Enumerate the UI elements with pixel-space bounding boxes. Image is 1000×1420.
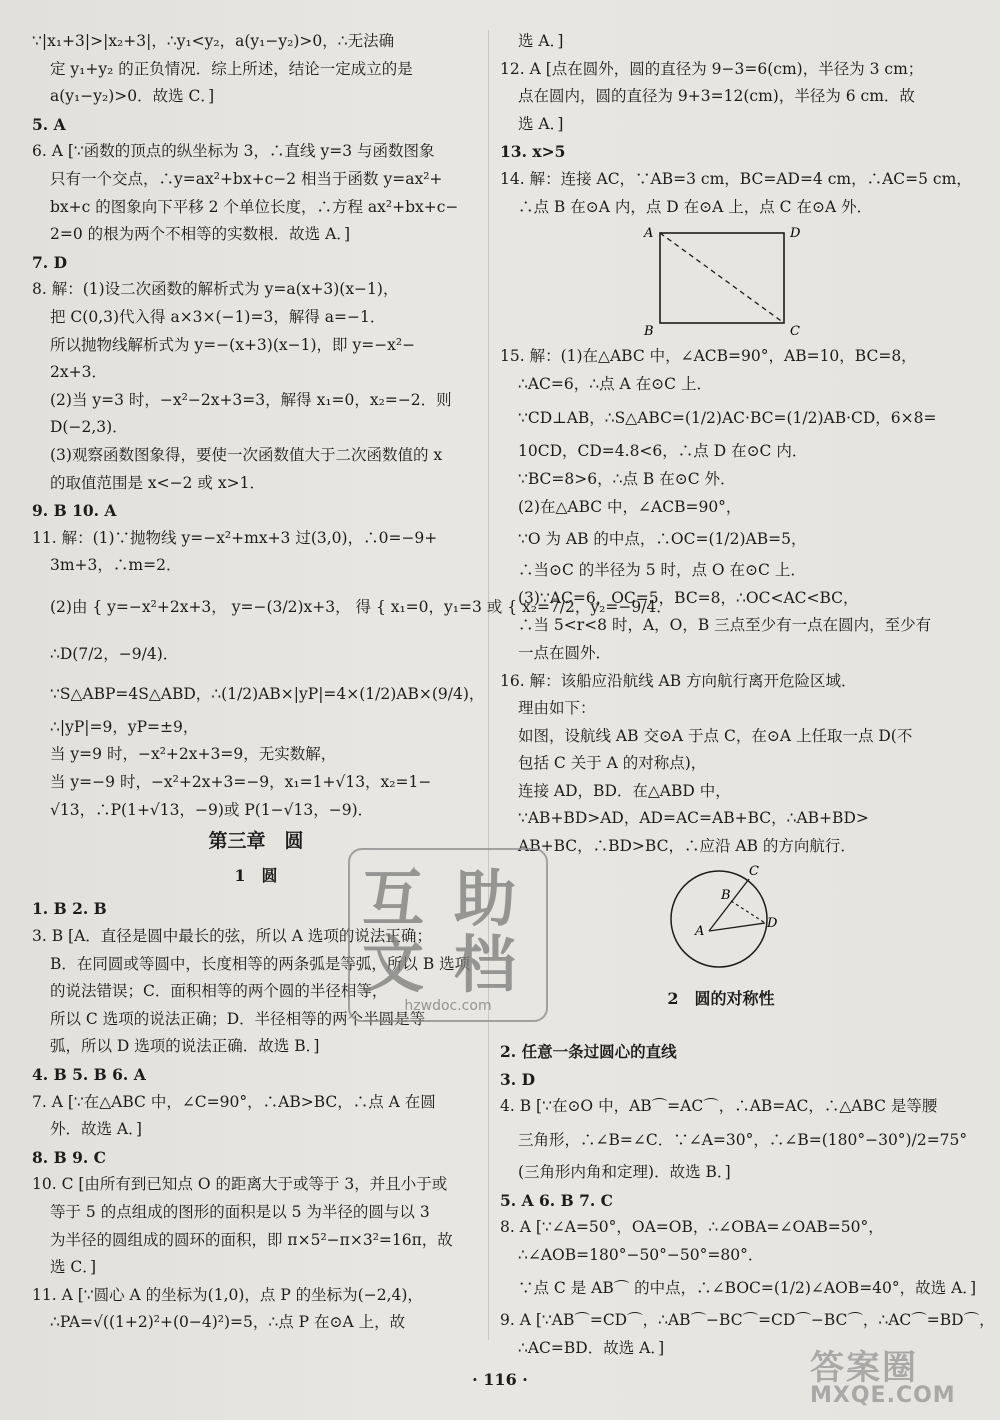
text-line: ∴|yP|=9，yP=±9， [50,717,199,736]
answer-line: 12. A [点在圆外，圆的直径为 9−3=6(cm)，半径为 3 cm； [500,59,924,78]
column-divider [488,30,489,1340]
text-line: 包括 C 关于 A 的对称点)， [518,754,707,773]
answer-line: 6. A [∵函数的顶点的纵坐标为 3，∴直线 y=3 与函数图象 [32,142,435,161]
answer-line: 15. 解：(1)在△ABC 中，∠ACB=90°，AB=10，BC=8， [500,347,917,366]
chapter-title: 第三章 圆 [208,830,304,853]
section-title: 1 圆 [234,865,278,885]
text-line: ∴当⊙C 的半径为 5 时，点 O 在⊙C 上． [518,561,806,580]
text-line: 理由如下： [518,699,596,718]
text-line: ∴AC=BD．故选 A．] [518,1339,665,1357]
answer-line: 14. 解：连接 AC，∵AB=3 cm，BC=AD=4 cm，∴AC=5 cm， [500,169,972,188]
text-line: 为半径的圆组成的圆环的面积，即 π×5²−π×3²=16π，故 [50,1230,453,1249]
answer-line: 8. B 9. C [32,1147,106,1167]
text-line: 外．故选 A．] [50,1120,142,1139]
text-line: 定 y₁+y₂ 的正负情况．综上所述，结论一定成立的是 [50,59,413,78]
segment-ac [709,879,749,931]
answer-line: 9. B 10. A [32,501,117,521]
watermark-url: MXQE.COM [810,1383,956,1408]
answer-line: 7. D [32,252,68,272]
text-line: 的取值范围是 x<−2 或 x>1． [50,473,265,492]
text-line: 选 A．] [518,32,564,50]
answer-line: 8. 解：(1)设二次函数的解析式为 y=a(x+3)(x−1)， [32,280,399,299]
text-line: ∴当 5<r<8 时，A，O，B 三点至少有一点在圆内，至少有 [518,616,932,635]
label-a: A [695,923,705,939]
label-d: D [767,915,778,931]
stamp-url: hzwdoc.com [404,998,492,1014]
text-line: ∵点 C 是 AB⌒ 的中点，∴∠BOC=(1/2)∠AOB=40°，故选 A．] [518,1279,977,1298]
text-line: B．在同圆或等圆中，长度相等的两条弧是等弧，所以 B 选项 [50,954,471,973]
text-line: 弧，所以 D 选项的说法正确．故选 B．] [50,1037,320,1056]
text-line: 点在圆内，圆的直径为 9+3=12(cm)，半径为 6 cm．故 [518,87,915,106]
text-line: (三角形内角和定理)．故选 B．] [518,1163,731,1182]
text-line: ∴点 B 在⊙A 内，点 D 在⊙A 上，点 C 在⊙A 外． [518,197,873,216]
circle-figure [661,863,781,973]
rectangle-figure [636,223,806,341]
text-line: (3)观察函数图象得，要使一次函数值大于二次函数值的 x [50,445,443,464]
text-line: 连接 AD，BD．在△ABD 中， [518,781,731,800]
answer-line: 9. A [∵AB⌒=CD⌒，∴AB⌒−BC⌒=CD⌒−BC⌒，∴AC⌒=BD⌒， [500,1311,995,1330]
label-c: C [790,324,800,340]
segment-ad [709,923,765,931]
label-b: B [644,324,654,340]
equation-system: (2)由 { y=−x²+2x+3， y=−(3/2)x+3， 得 { x₁=0，y₁=3 或 { x₂=7/2，y₂=−9/4． [50,597,672,616]
answer-line: 7. A [∵在△ABC 中，∠C=90°，∴AB>BC，∴点 A 在圆 [32,1092,436,1111]
text-line: 当 y=9 时，−x²+2x+3=9，无实数解， [50,745,337,764]
answer-line: 5. A [32,114,66,134]
page-number: · 116 · [472,1370,528,1389]
text-line: 等于 5 的点组成的图形的面积是以 5 为半径的圆与以 3 [50,1202,430,1221]
answer-line: 8. A [∵∠A=50°，OA=OB，∴∠OBA=∠OAB=50°， [500,1218,884,1237]
answer-line: 4. B [∵在⊙O 中，AB⌒=AC⌒，∴AB=AC，∴△ABC 是等腰 [500,1097,938,1116]
text-line: 的说法错误；C．面积相等的两个圆的半径相等， [50,982,388,1001]
text-line: ∵|x₁+3|>|x₂+3|，∴y₁<y₂，a(y₁−y₂)>0，∴无法确 [32,32,395,50]
segment-bd [731,901,765,923]
text-line: ∵O 为 AB 的中点，∴OC=(1/2)AB=5， [518,530,807,549]
text-line: ∴PA=√((1+2)²+(0−4)²)=5，∴点 P 在⊙A 上，故 [50,1313,406,1332]
text-line: √13，∴P(1+√13，−9)或 P(1−√13，−9)． [50,800,374,819]
text-line: 选 A．] [518,114,564,133]
answer-line: 1. B 2. B [32,899,107,919]
text-line: ∵CD⊥AB，∴S△ABC=(1/2)AC·BC=(1/2)AB·CD，6×8= [518,409,937,428]
label-d: D [790,226,801,242]
answer-line: 13. x>5 [500,142,566,162]
answer-line: 4. B 5. B 6. A [32,1065,146,1084]
section-title: 2 圆的对称性 [667,988,775,1008]
answer-line: 3. B [A．直径是圆中最长的弦，所以 A 选项的说法正确； [32,927,432,946]
text-line: ∴D(7/2，−9/4)． [50,644,179,663]
text-line: (2)当 y=3 时，−x²−2x+3=3，解得 x₁=0，x₂=−2．则 [50,390,452,409]
watermark-title: 答案圈 [810,1348,918,1388]
stamp-char: 文 [362,928,425,1001]
text-line: 2x+3． [50,363,107,382]
answer-line: 3. D [500,1069,536,1089]
text-line: D(−2,3)． [50,418,128,437]
stamp-char: 互 [362,862,425,935]
label-b: B [721,887,731,903]
text-line: (2)在△ABC 中，∠ACB=90°， [518,497,742,516]
answer-line: 5. A 6. B 7. C [500,1190,613,1210]
corner-watermark [810,1340,956,1408]
text-line: 3m+3，∴m=2． [50,556,182,575]
text-line: ∵AB+BD>AD，AD=AC=AB+BC，∴AB+BD> [518,809,869,828]
text-line: 10CD，CD=4.8<6，∴点 D 在⊙C 内． [518,442,808,461]
text-line: ∴∠AOB=180°−50°−50°=80°． [518,1245,764,1264]
answer-line: 11. A [∵圆心 A 的坐标为(1,0)，点 P 的坐标为(−2,4)， [32,1285,423,1304]
text-line: a(y₁−y₂)>0．故选 C．] [50,87,215,106]
text-line: 一点在圆外． [518,643,612,662]
stamp-char: 档 [454,928,517,1001]
answer-line: 11. 解：(1)∵抛物线 y=−x²+mx+3 过(3,0)，∴0=−9+ [32,528,438,547]
answer-line: 2. 任意一条过圆心的直线 [500,1042,677,1062]
text-line: 当 y=−9 时，−x²+2x+3=−9，x₁=1+√13，x₂=1− [50,773,432,792]
right-column [500,28,995,1363]
answer-line: 10. C [由所有到已知点 O 的距离大于或等于 3，并且小于或 [32,1175,448,1194]
stamp-watermark [348,848,548,1022]
text-line: ∵BC=8>6，∴点 B 在⊙C 外． [518,469,736,488]
text-line: AB+BC，∴BD>BC，∴应沿 AB 的方向航行． [518,837,856,856]
text-line: 所以抛物线解析式为 y=−(x+3)(x−1)，即 y=−x²− [50,335,416,354]
text-line: 2=0 的根为两个不相等的实数根．故选 A．] [50,225,351,244]
stamp-char: 助 [454,862,517,935]
diagonal-ac [660,233,784,323]
answer-line: 16. 解：该船应沿航线 AB 方向航行离开危险区域． [500,671,857,690]
text-line: 所以 C 选项的说法正确；D．半径相等的两个半圆是等 [50,1009,426,1028]
label-a: A [644,226,654,242]
text-line: 把 C(0,3)代入得 a×3×(−1)=3，解得 a=−1． [50,307,386,326]
text-line: 选 C．] [50,1258,97,1277]
text-line: 如图，设航线 AB 交⊙A 于点 C，在⊙A 上任取一点 D(不 [518,726,913,745]
text-line: (3)∵AC=6，OC=5，BC=8，∴OC<AC<BC， [518,588,859,607]
text-line: ∴AC=6，∴点 A 在⊙C 上． [518,374,712,393]
text-line: ∵S△ABP=4S△ABD，∴(1/2)AB×|yP|=4×(1/2)AB×(9/4)， [50,684,485,703]
label-c: C [749,863,759,879]
text-line: 只有一个交点，∴y=ax²+bx+c−2 相当于函数 y=ax²+ [50,169,443,188]
text-line: 三角形，∴∠B=∠C．∵∠A=30°，∴∠B=(180°−30°)/2=75° [518,1131,968,1150]
text-line: bx+c 的图象向下平移 2 个单位长度，∴方程 ax²+bx+c− [50,197,459,216]
